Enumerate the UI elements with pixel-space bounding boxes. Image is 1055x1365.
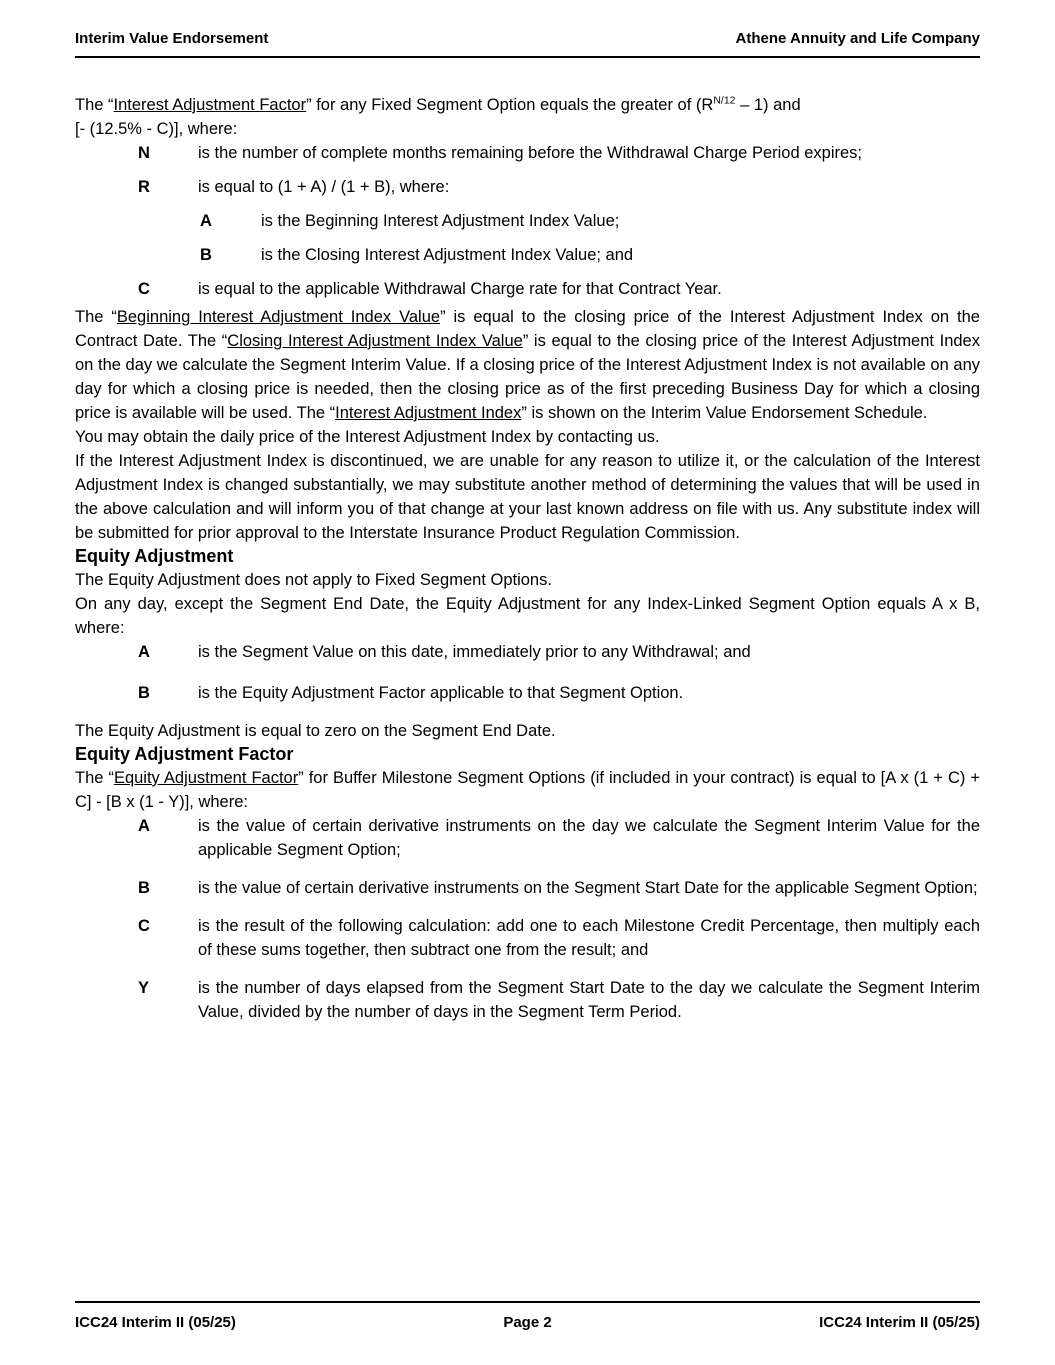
definition-list-equity-adjustment-factor <box>75 814 980 1024</box>
definition-row-b <box>75 681 980 705</box>
definition-row-c <box>75 277 980 301</box>
definition-text: is the value of certain derivative instruments on the Segment Start Date for the applicable Segment Option; <box>198 879 978 897</box>
definition-row-y <box>75 976 980 1024</box>
header-company-name: Athene Annuity and Life Company <box>735 30 980 47</box>
definition-term: A <box>200 212 212 230</box>
definition-text: is the result of the following calculation: add one to each Milestone Credit Percentage, then multiply each of these sums together, then subtract one from the result; and <box>198 917 980 959</box>
definition-row-n <box>75 141 980 165</box>
definition-term: A <box>138 817 150 835</box>
definition-text: is the Beginning Interest Adjustment Index Value; <box>261 212 620 230</box>
paragraph-daily-price: You may obtain the daily price of the Interest Adjustment Index by contacting us. <box>75 428 660 446</box>
text-run: ” for any Fixed Segment Option equals the greater of (R <box>306 96 714 114</box>
definition-row-b <box>75 876 980 900</box>
definition-row-a <box>75 814 980 862</box>
definition-text: is the number of days elapsed from the Segment Start Date to the day we calculate the Segment Interim Value, divided by the number of days in the Segment Term Period. <box>198 979 980 1021</box>
definition-row-a <box>75 209 980 233</box>
paragraph-eaf-formula <box>75 766 980 814</box>
definition-term: B <box>138 879 150 897</box>
paragraph-index-discontinued: If the Interest Adjustment Index is discontinued, we are unable for any reason to utilize it, or the calculation of the Interest Adjustment Index is changed substantially, we may substitute another method of determining the values that will be used in the above calculation and will inform you of that change at your last known address on file with us. Any substitute index will be submitted for prior approval to the Interstate Insurance Product Regulation Commission. <box>75 452 980 542</box>
definition-text: is the Closing Interest Adjustment Index Value; and <box>261 246 634 264</box>
paragraph-formula-continuation: [- (12.5% - C)], where: <box>75 120 238 138</box>
definition-text: is the number of complete months remaining before the Withdrawal Charge Period expires; <box>198 144 862 162</box>
header-document-title: Interim Value Endorsement <box>75 30 269 47</box>
text-run: The “ <box>75 308 117 326</box>
definition-text: is equal to (1 + A) / (1 + B), where: <box>198 178 450 196</box>
footer-page-number: Page 2 <box>503 1314 552 1331</box>
definition-term: C <box>138 280 150 298</box>
definition-list-interest-adjustment <box>75 141 980 301</box>
underlined-term-beginning-index-value: Beginning Interest Adjustment Index Value <box>116 308 441 326</box>
paragraph-ea-not-apply: The Equity Adjustment does not apply to Fixed Segment Options. <box>75 571 552 589</box>
document-footer <box>75 1301 980 1331</box>
footer-form-number-right: ICC24 Interim II (05/25) <box>819 1314 981 1331</box>
paragraph-interest-adjustment-factor-formula <box>75 93 980 117</box>
definition-text: is the Segment Value on this date, immediately prior to any Withdrawal; and <box>198 643 751 661</box>
definition-term: B <box>138 684 150 702</box>
underlined-term-closing-index-value: Closing Interest Adjustment Index Value <box>227 332 523 350</box>
paragraph-index-values <box>75 305 980 425</box>
paragraph-ea-formula: On any day, except the Segment End Date, the Equity Adjustment for any Index-Linked Segment Option equals A x B, where: <box>75 595 980 637</box>
definition-term: A <box>138 643 150 661</box>
paragraph-ea-zero: The Equity Adjustment is equal to zero on the Segment End Date. <box>75 722 556 740</box>
document-body <box>75 93 980 1024</box>
text-run: The “ <box>75 96 114 114</box>
definition-row-b <box>75 243 980 267</box>
definition-list-equity-adjustment <box>75 640 980 705</box>
text-run: ” is shown on the Interim Value Endorsement Schedule. <box>521 404 928 422</box>
text-run: ” for Buffer Milestone Segment Options (if included in your contract) is equal to [A x (1 + C) + C] - [B x (1 - Y)], where: <box>75 769 980 811</box>
definition-row-r <box>75 175 980 199</box>
definition-text: is the value of certain derivative instruments on the day we calculate the Segment Interim Value for the applicable Segment Option; <box>198 817 980 859</box>
definition-row-c <box>75 914 980 962</box>
underlined-term-interest-adjustment-factor: Interest Adjustment Factor <box>113 96 307 114</box>
heading-equity-adjustment: Equity Adjustment <box>75 546 234 566</box>
heading-equity-adjustment-factor: Equity Adjustment Factor <box>75 744 294 764</box>
definition-term: B <box>200 246 212 264</box>
superscript-exponent: N/12 <box>713 94 736 107</box>
definition-row-a <box>75 640 980 664</box>
definition-term: C <box>138 917 150 935</box>
definition-term: N <box>138 144 150 162</box>
document-header <box>75 30 980 58</box>
definition-term: Y <box>138 979 150 997</box>
footer-form-number-left: ICC24 Interim II (05/25) <box>75 1314 236 1331</box>
definition-text: is equal to the applicable Withdrawal Charge rate for that Contract Year. <box>198 280 722 298</box>
text-run: ” is equal to the closing price of the Interest Adjustment Index on the day we calculate the Segment Interim Value. If a closing price of the Interest Adjustment Index is not available on any day for which a closing price is needed, then the closing price as of the first preceding Business Day for which a closing price is available will be used. The “ <box>75 332 980 422</box>
definition-text: is the Equity Adjustment Factor applicable to that Segment Option. <box>198 684 684 702</box>
text-run: – 1) and <box>735 96 801 114</box>
underlined-term-interest-adjustment-index: Interest Adjustment Index <box>335 404 522 422</box>
text-run: The “ <box>75 769 114 787</box>
definition-term: R <box>138 178 150 196</box>
text-run: ” is equal to the closing price of the Interest Adjustment Index on the Contract Date. The “ <box>75 308 980 350</box>
underlined-term-equity-adjustment-factor: Equity Adjustment Factor <box>113 769 299 787</box>
